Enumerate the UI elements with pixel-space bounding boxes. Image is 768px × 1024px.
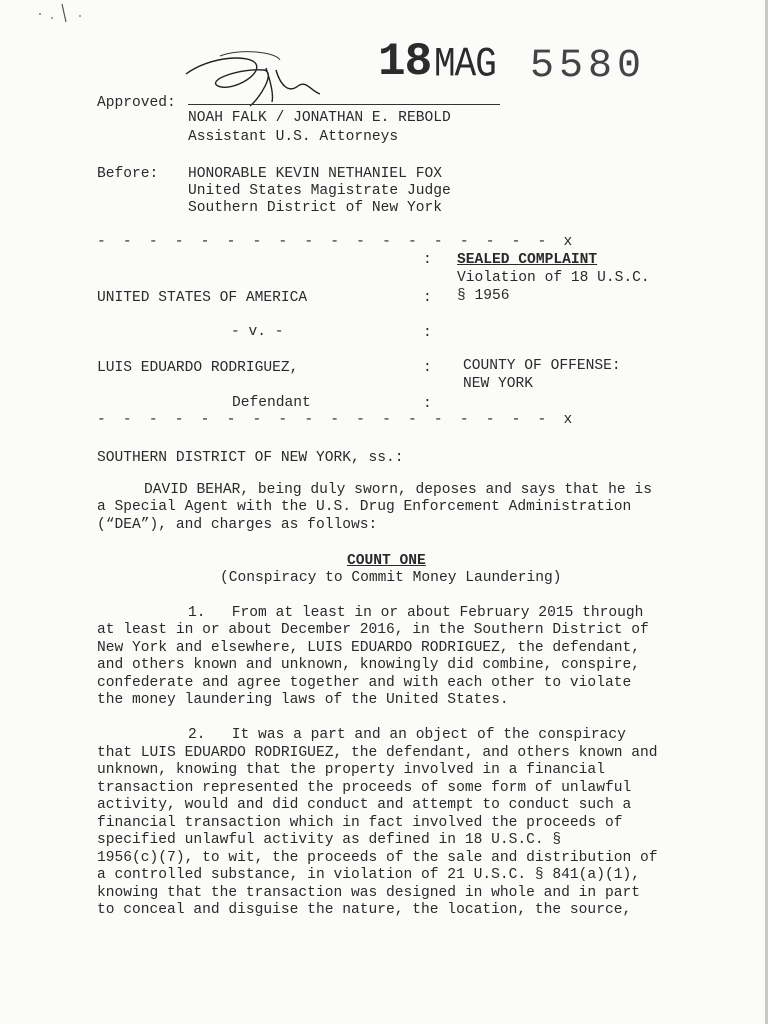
sealed-complaint-heading: SEALED COMPLAINT <box>457 252 598 268</box>
county-of-offense-value: NEW YORK <box>463 376 534 392</box>
para1-line-5: confederate and agree together and with each other to violate <box>97 675 632 691</box>
para1-line-1: 1. From at least in or about February 2015 through <box>188 605 644 621</box>
plaintiff-name: UNITED STATES OF AMERICA <box>97 290 308 306</box>
judge-name: HONORABLE KEVIN NETHANIEL FOX <box>188 166 442 182</box>
para1-line-6: the money laundering laws of the United States. <box>97 692 509 708</box>
para1-line-4: and others known and unknown, knowingly did combine, conspire, <box>97 657 640 673</box>
docket-stamp-18: 18 <box>378 36 432 88</box>
para2-line-10: knowing that the transaction was designed in whole and in part <box>97 885 640 901</box>
district-venue: SOUTHERN DISTRICT OF NEW YORK, ss.: <box>97 450 404 466</box>
para2-line-3: unknown, knowing that the property involved in a financial <box>97 762 605 778</box>
approved-title: Assistant U.S. Attorneys <box>188 129 399 145</box>
para2-line-1: 2. It was a part and an object of the conspiracy <box>188 727 626 743</box>
county-of-offense-label: COUNTY OF OFFENSE: <box>463 358 621 374</box>
docket-stamp-number: 5580 <box>530 44 647 89</box>
caption-colon-2: : <box>423 290 432 306</box>
para1-line-2: at least in or about December 2016, in the Southern District of <box>97 622 649 638</box>
para2-line-2: that LUIS EDUARDO RODRIGUEZ, the defendant, and others known and <box>97 745 658 761</box>
caption-colon-3: : <box>423 325 432 341</box>
caption-colon-4: : <box>423 360 432 376</box>
intro-line-2: a Special Agent with the U.S. Drug Enforcement Administration <box>97 499 632 515</box>
defendant-label: Defendant <box>232 395 311 411</box>
caption-colon-1: : <box>423 252 432 268</box>
intro-line-1: DAVID BEHAR, being duly sworn, deposes and says that he is <box>144 482 652 498</box>
signature-line <box>188 104 500 105</box>
docket-stamp-mag: MAG <box>434 40 496 89</box>
para2-line-8: 1956(c)(7), to wit, the proceeds of the sale and distribution of <box>97 850 658 866</box>
para2-line-4: transaction represented the proceeds of some form of unlawful <box>97 780 632 796</box>
para2-line-7: specified unlawful activity as defined in 18 U.S.C. § <box>97 832 562 848</box>
para2-line-9: a controlled substance, in violation of 21 U.S.C. § 841(a)(1), <box>97 867 640 883</box>
intro-line-3: (“DEA”), and charges as follows: <box>97 517 378 533</box>
para2-line-5: activity, would and did conduct and attempt to conduct such a <box>97 797 632 813</box>
versus: - v. - <box>231 324 284 340</box>
scan-marks <box>0 0 100 30</box>
before-label: Before: <box>97 166 159 182</box>
caption-colon-5: : <box>423 396 432 412</box>
approved-label: Approved: <box>97 95 176 111</box>
caption-bottom-dashes: - - - - - - - - - - - - - - - - - - x <box>97 412 577 428</box>
para1-line-3: New York and elsewhere, LUIS EDUARDO RODRIGUEZ, the defendant, <box>97 640 640 656</box>
approved-name: NOAH FALK / JONATHAN E. REBOLD <box>188 110 451 126</box>
para2-line-6: financial transaction which in fact involved the proceeds of <box>97 815 623 831</box>
count-one-subtitle: (Conspiracy to Commit Money Laundering) <box>220 570 562 586</box>
judge-district: Southern District of New York <box>188 200 442 216</box>
defendant-name: LUIS EDUARDO RODRIGUEZ, <box>97 360 299 376</box>
para2-line-11: to conceal and disguise the nature, the location, the source, <box>97 902 632 918</box>
caption-top-dashes: - - - - - - - - - - - - - - - - - - x <box>97 234 577 250</box>
violation-line-1: Violation of 18 U.S.C. <box>457 270 650 286</box>
violation-line-2: § 1956 <box>457 288 510 304</box>
judge-title: United States Magistrate Judge <box>188 183 451 199</box>
count-one-heading: COUNT ONE <box>347 553 426 569</box>
